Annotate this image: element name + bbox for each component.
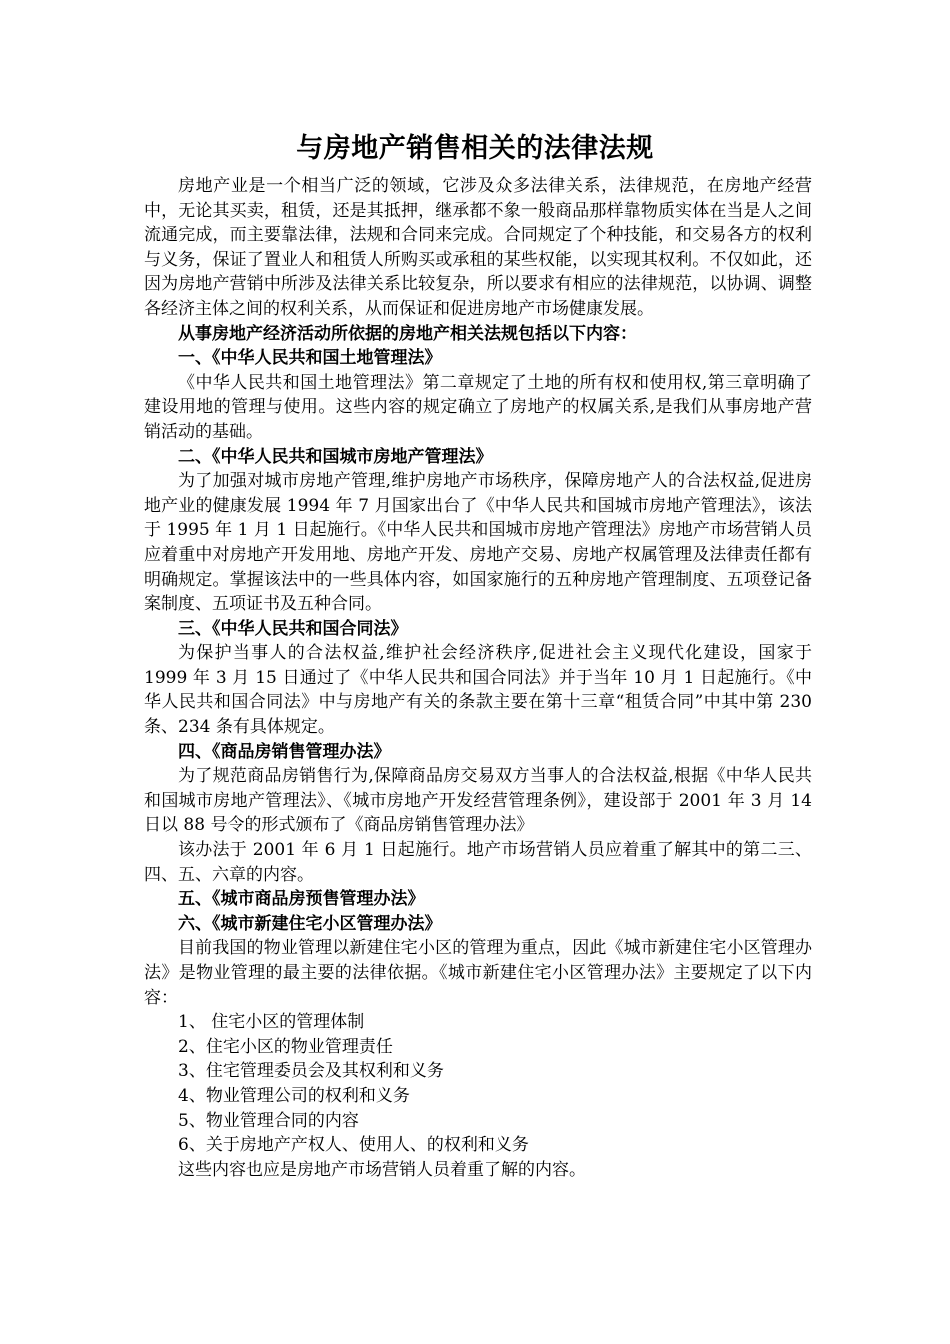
section-4-paragraph-1: 为了规范商品房销售行为,保障商品房交易双方当事人的合法权益,根据《中华人民共和国城市房地产管理法》、《城市房地产开发经营管理条例》，建设部于 2001 年 3 月 14 日以 88 号令的形式颁布了《商品房销售管理办法》 bbox=[144, 766, 812, 836]
list-item: 2、住宅小区的物业管理责任 bbox=[178, 1036, 393, 1057]
list-item: 5、物业管理合同的内容 bbox=[178, 1110, 359, 1131]
closing-paragraph: 这些内容也应是房地产市场营销人员着重了解的内容。 bbox=[178, 1159, 586, 1180]
intro-paragraph: 房地产业是一个相当广泛的领域，它涉及众多法律关系，法律规范，在房地产经营中，无论其买卖，租赁，还是其抵押，继承都不象一般商品那样靠物质实体在当是人之间流通完成，而主要靠法律，法规和合同来完成。合同规定了个种技能，和交易各方的权利与义务，保证了置业人和租赁人所购买或承租的某些权能，以实现其权利。不仅如此，还因为房地产营销中所涉及法律关系比较复杂，所以要求有相应的法律规范，以协调、调整各经济主体之间的权利关系，从而保证和促进房地产市场健康发展。 bbox=[144, 176, 812, 319]
document-title: 与房地产销售相关的法律法规 bbox=[296, 133, 654, 164]
section-heading-6: 六、《城市新建住宅小区管理办法》 bbox=[178, 913, 442, 934]
section-4-paragraph-2: 该办法于 2001 年 6 月 1 日起施行。地产市场营销人员应着重了解其中的第二三、四、五、六章的内容。 bbox=[144, 840, 812, 885]
section-2-paragraph: 为了加强对城市房地产管理,维护房地产市场秩序，保障房地产人的合法权益,促进房地产业的健康发展 1994 年 7 月国家出台了《中华人民共和国城市房地产管理法》，该法于 1995 年 1 月 1 日起施行。《中华人民共和国城市房地产管理法》房地产市场营销人员应着重中对房地产开发用地、房地产开发、房地产交易、房地产权属管理及法律责任都有明确规定。掌握该法中的一些具体内容，如国家施行的五种房地产管理制度、五项登记备案制度、五项证书及五种合同。 bbox=[144, 471, 812, 615]
section-1-paragraph: 《中华人民共和国土地管理法》第二章规定了土地的所有权和使用权,第三章明确了建设用地的管理与使用。这些内容的规定确立了房地产的权属关系,是我们从事房地产营销活动的基础。 bbox=[144, 372, 812, 442]
section-heading-1: 一、《中华人民共和国土地管理法》 bbox=[178, 348, 442, 369]
section-heading-4: 四、《商品房销售管理办法》 bbox=[178, 741, 391, 762]
list-item: 3、住宅管理委员会及其权利和义务 bbox=[178, 1061, 444, 1082]
lead-heading: 从事房地产经济活动所依据的房地产相关法规包括以下内容： bbox=[178, 323, 637, 344]
section-heading-2: 二、《中华人民共和国城市房地产管理法》 bbox=[178, 446, 493, 467]
list-item: 1、 住宅小区的管理体制 bbox=[178, 1012, 365, 1033]
document-body bbox=[144, 174, 812, 1182]
section-6-paragraph: 目前我国的物业管理以新建住宅小区的管理为重点，因此《城市新建住宅小区管理办法》是物业管理的最主要的法律依据。《城市新建住宅小区管理办法》主要规定了以下内容： bbox=[144, 938, 812, 1008]
section-heading-5: 五、《城市商品房预售管理办法》 bbox=[178, 889, 425, 910]
section-3-paragraph: 为保护当事人的合法权益,维护社会经济秩序,促进社会主义现代化建设，国家于 1999 年 3 月 15 日通过了《中华人民共和国合同法》并于当年 10 月 1 日起施行。《中华人民共和国合同法》中与房地产有关的条款主要在第十三章“租赁合同”中其中第 230 条、234 条有具体规定。 bbox=[144, 643, 812, 738]
list-item: 6、关于房地产产权人、使用人、的权利和义务 bbox=[178, 1135, 529, 1156]
section-heading-3: 三、《中华人民共和国合同法》 bbox=[178, 618, 408, 639]
list-item: 4、物业管理公司的权利和义务 bbox=[178, 1085, 410, 1106]
